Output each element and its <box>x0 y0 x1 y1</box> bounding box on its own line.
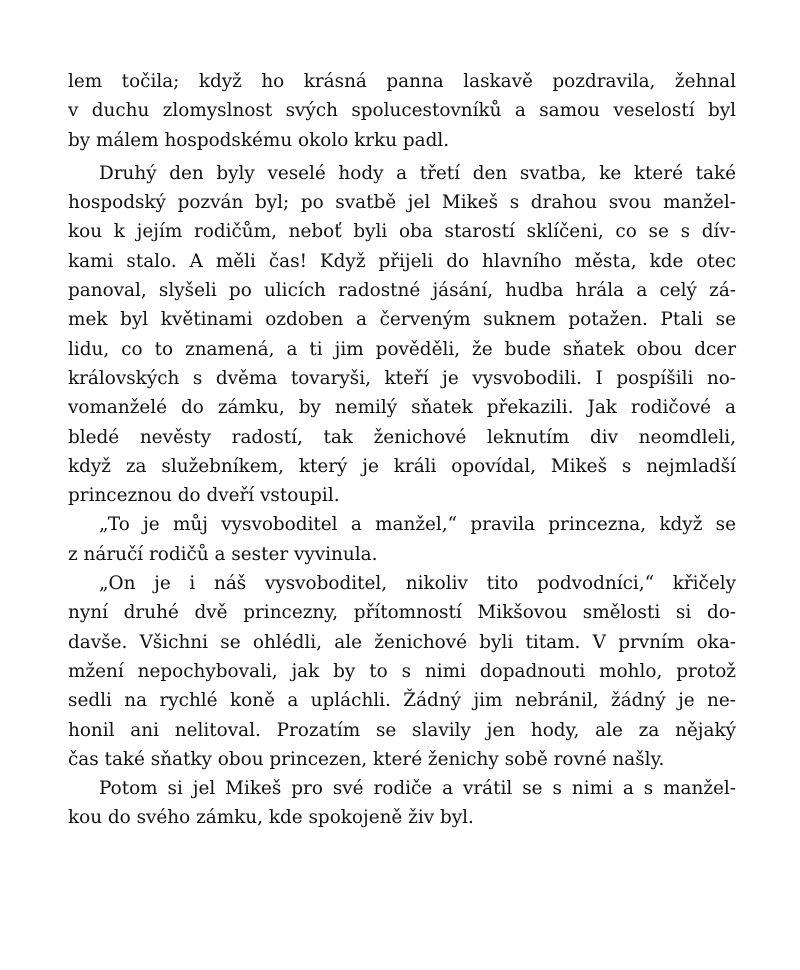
paragraph <box>68 510 736 569</box>
text-line: honil ani nelitoval. Prozatím se slavily jen hody, ale za nějaký <box>68 719 736 741</box>
text-line: vomanželé do zámku, by nemilý sňatek překazili. Jak rodičové a <box>68 397 736 419</box>
text-line: sedli na rychlé koně a upláchli. Žádný jim nebránil, žádný je ne- <box>68 690 736 712</box>
text-line: by málem hospodskému okolo krku padl. <box>68 129 450 151</box>
text-line: když za služebníkem, který je králi opovídal, Mikeš s nejmladší <box>68 455 736 477</box>
text-line: „On je i náš vysvoboditel, nikoliv tito podvodníci,“ křičely <box>99 573 736 595</box>
text-body <box>68 67 736 833</box>
text-line: lidu, co to znamená, a ti jim pověděli, že bude sňatek obou dcer <box>68 338 736 360</box>
text-line: mžení nepochybovali, jak by to s nimi dopadnouti mohlo, protož <box>68 660 736 682</box>
text-line: mek byl květinami ozdoben a červeným suknem potažen. Ptali se <box>68 309 736 331</box>
paragraph <box>68 159 736 511</box>
text-line: Potom si jel Mikeš pro své rodiče a vrátil se s nimi a s manžel- <box>99 778 736 800</box>
text-line: kou k jejím rodičům, neboť byli oba starostí sklíčeni, co se s dív- <box>68 221 736 243</box>
paragraph <box>68 774 736 833</box>
text-line: princeznou do dveří vstoupil. <box>68 485 340 507</box>
text-line: kou do svého zámku, kde spokojeně živ byl. <box>68 807 474 829</box>
text-line: v duchu zlomyslnost svých spolucestovníků a samou veselostí byl <box>68 100 736 122</box>
text-line: z náručí rodičů a sester vyvinula. <box>68 543 378 565</box>
text-line: bledé nevěsty radostí, tak ženichové leknutím div neomdleli, <box>68 426 736 448</box>
text-line: královských s dvěma tovaryši, kteří je vysvobodili. I pospíšili no- <box>68 367 736 389</box>
text-line: nyní druhé dvě princezny, přítomností Mikšovou smělosti si do- <box>68 602 736 624</box>
text-line: davše. Všichni se ohlédli, ale ženichové byli titam. V prvním oka- <box>68 631 736 653</box>
text-line: „To je můj vysvoboditel a manžel,“ pravila princezna, když se <box>99 514 736 536</box>
text-line: čas také sňatky obou princezen, které ženichy sobě rovné našly. <box>68 748 665 770</box>
text-line: lem točila; když ho krásná panna laskavě pozdravila, žehnal <box>68 71 736 92</box>
text-line: hospodský pozván byl; po svatbě jel Mikeš s drahou svou manžel- <box>68 192 736 214</box>
text-line: panoval, slyšeli po ulicích radostné jásání, hudba hrála a celý zá- <box>68 280 736 302</box>
paragraph <box>68 67 736 155</box>
text-line: Druhý den byly veselé hody a třetí den svatba, ke které také <box>99 162 736 184</box>
paragraph <box>68 569 736 774</box>
text-line: kami stalo. A měli čas! Když přijeli do hlavního města, kde otec <box>68 250 736 272</box>
